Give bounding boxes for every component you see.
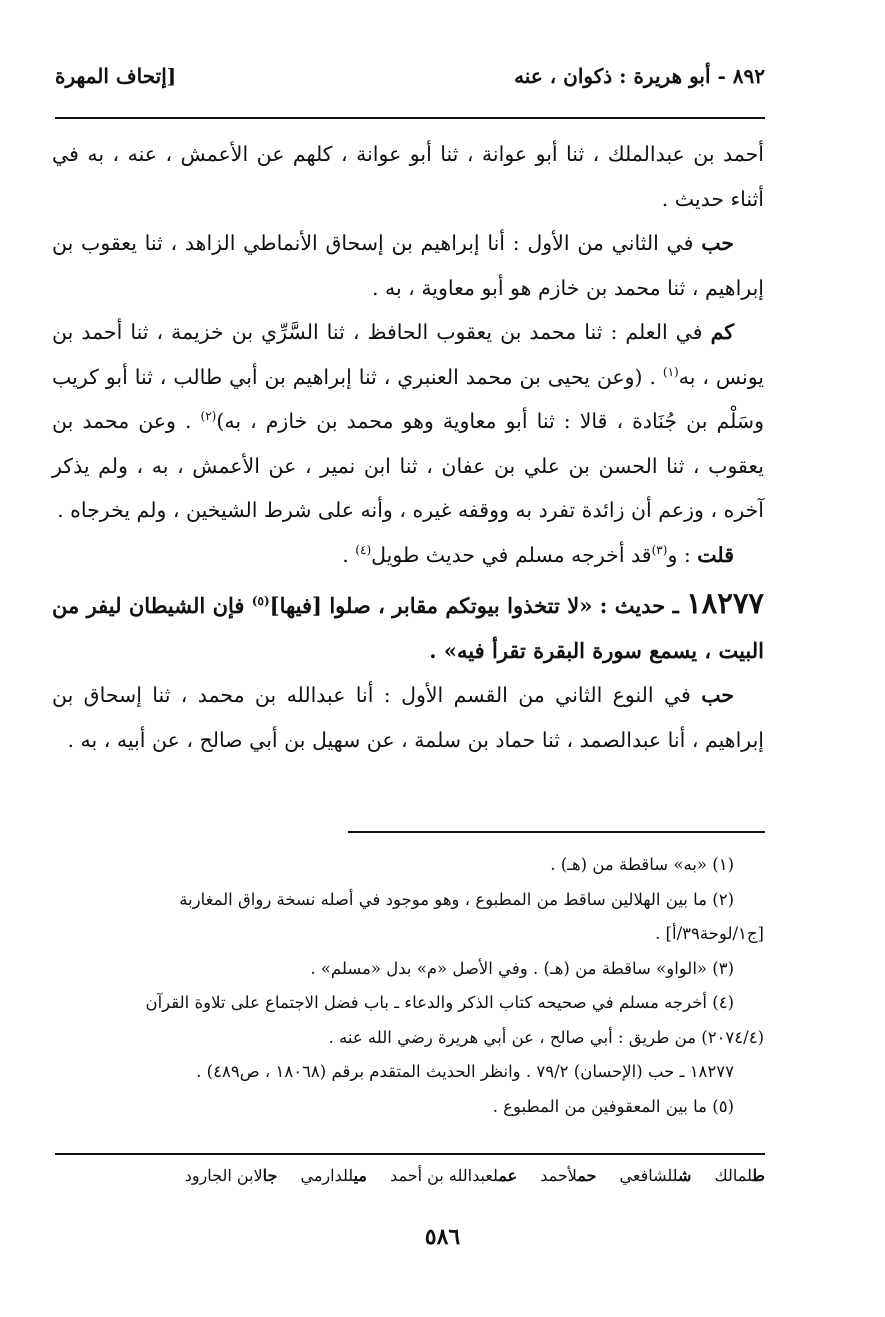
hadith-reference: ١٨٢٧٧ ـ حب (الإحسان) ٧٩/٢ . وانظر الحديث المتقدم برقم (١٨٠٦٨ ، ص٤٨٩) .	[196, 1062, 734, 1081]
abbreviation-name: لعبدالله بن أحمد	[390, 1166, 499, 1185]
footnotes	[52, 848, 764, 1124]
running-header	[55, 64, 765, 98]
abbreviations-rule	[55, 1153, 765, 1155]
paragraph-3-text-a: في العلم : ثنا محمد بن يعقوب الحافظ ، ثنا السَّرِّي بن خزيمة ، ثنا أحمد بن يونس ، به	[52, 320, 764, 389]
abbreviation-code: حم	[577, 1166, 597, 1185]
footnote-4-continued: (٢٠٧٤/٤) من طريق : أبي صالح ، عن أبي هريرة رضي الله عنه .	[328, 1027, 764, 1047]
paragraph-4-text-c: .	[342, 542, 356, 567]
paragraph-4-text-b: قد أخرجه مسلم في حديث طويل	[371, 542, 652, 567]
hadith-text-a: ـ حديث : «لا تتخذوا بيوتكم مقابر ، صلوا [فيها]	[269, 593, 687, 618]
footnote-ref-5[interactable]: (٥)	[251, 594, 270, 608]
source-code: كم	[710, 320, 734, 344]
header-book-title: [إتحاف المهرة	[55, 64, 177, 88]
abbreviation-name: للدارمي	[300, 1166, 354, 1185]
abbreviation-item	[185, 1166, 278, 1185]
abbreviation-code: ط	[752, 1166, 765, 1185]
header-rule	[55, 117, 765, 119]
abbreviation-item	[390, 1166, 517, 1185]
abbreviation-code: مي	[353, 1166, 367, 1185]
footnote-4: (٤) أخرجه مسلم في صحيحه كتاب الذكر والدعاء ـ باب فضل الاجتماع على تلاوة القرآن	[145, 993, 734, 1012]
header-chapter-title: ٨٩٢ - أبو هريرة : ذكوان ، عنه	[514, 64, 765, 88]
footnote-ref-3[interactable]: (٣)	[651, 542, 668, 557]
paragraph-5-text: في النوع الثاني من القسم الأول : أنا عبدالله بن محمد ، ثنا إسحاق بن إبراهيم ، أنا عبدالصمد ، ثنا حماد بن سلمة ، عن سهيل بن أبي صالح ، عن أبيه ، به .	[52, 683, 764, 752]
main-text	[52, 132, 764, 762]
paragraph-3-text-c: . وعن محمد بن يعقوب ، ثنا الحسن بن علي بن عفان ، ثنا ابن نمير ، عن الأعمش ، به ، ولم يذكر آخره ، وزعم أن زائدة تفرد به ووقفه غيره ، وأنه على شرط الشيخين ، ولم يخرجاه .	[52, 409, 764, 522]
paragraph-3-text-b: . (وعن يحيى بن محمد العنبري ، ثنا إبراهيم بن أبي طالب ، ثنا أبو كريب وسَلْم بن جُنَادة ، قالا : ثنا أبو معاوية وهو محمد بن خازم ، به)	[52, 364, 764, 433]
paragraph-2	[52, 221, 764, 310]
footnote-ref-4[interactable]: (٤)	[355, 542, 372, 557]
abbreviation-item	[301, 1166, 367, 1185]
footnote-2: (٢) ما بين الهلالين ساقط من المطبوع ، وهو موجود في أصله نسخة رواق المغاربة	[179, 889, 734, 909]
abbreviation-name: لأحمد	[540, 1166, 578, 1185]
abbreviation-code: عم	[498, 1166, 518, 1185]
source-code: حب	[701, 231, 734, 255]
abbreviation-item	[714, 1166, 765, 1185]
paragraph-2-text: في الثاني من الأول : أنا إبراهيم بن إسحاق الأنماطي الزاهد ، ثنا يعقوب بن إبراهيم ، ثنا محمد بن خازم هو أبو معاوية ، به .	[52, 231, 764, 300]
footnote-2-continued: [ج١/لوحة٣٩/أ] .	[655, 924, 764, 943]
footnote-ref-1[interactable]: (١)	[662, 364, 679, 379]
hadith-number: ١٨٢٧٧	[686, 586, 764, 620]
paragraph-4-text-a: : و	[667, 542, 698, 567]
abbreviation-code: ش	[677, 1166, 692, 1185]
abbreviation-name: لابن الجارود	[184, 1166, 263, 1185]
page-number: ٥٨٦	[424, 1224, 461, 1250]
abbreviation-code: جا	[262, 1166, 278, 1185]
paragraph-5	[52, 673, 764, 762]
qult-label: قلت	[697, 542, 734, 567]
footnote-rule	[348, 831, 765, 833]
footnote-3: (٣) «الواو» ساقطة من (هـ) . وفي الأصل «م» بدل «مسلم» .	[310, 958, 734, 978]
footnote-1: (١) «به» ساقطة من (هـ) .	[550, 855, 734, 874]
footnote-ref-2[interactable]: (٢)	[200, 409, 217, 424]
footnote-5: (٥) ما بين المعقوفين من المطبوع .	[492, 1096, 734, 1116]
abbreviation-name: للشافعي	[619, 1166, 678, 1185]
source-code: حب	[701, 683, 734, 707]
paragraph-4	[52, 533, 764, 578]
paragraph-1-text: أحمد بن عبدالملك ، ثنا أبو عوانة ، ثنا أبو عوانة ، كلهم عن الأعمش ، عنه ، به في أثناء حديث .	[52, 142, 764, 211]
paragraph-3	[52, 310, 764, 533]
hadith-text-b: فإن الشيطان ليفر من البيت ، يسمع سورة البقرة تقرأ فيه» .	[52, 593, 764, 663]
paragraph-1	[52, 132, 764, 221]
hadith-heading	[52, 581, 764, 673]
abbreviation-name: لمالك	[714, 1166, 753, 1185]
abbreviations-legend	[55, 1166, 765, 1185]
abbreviation-item	[540, 1166, 596, 1185]
abbreviation-item	[620, 1166, 692, 1185]
